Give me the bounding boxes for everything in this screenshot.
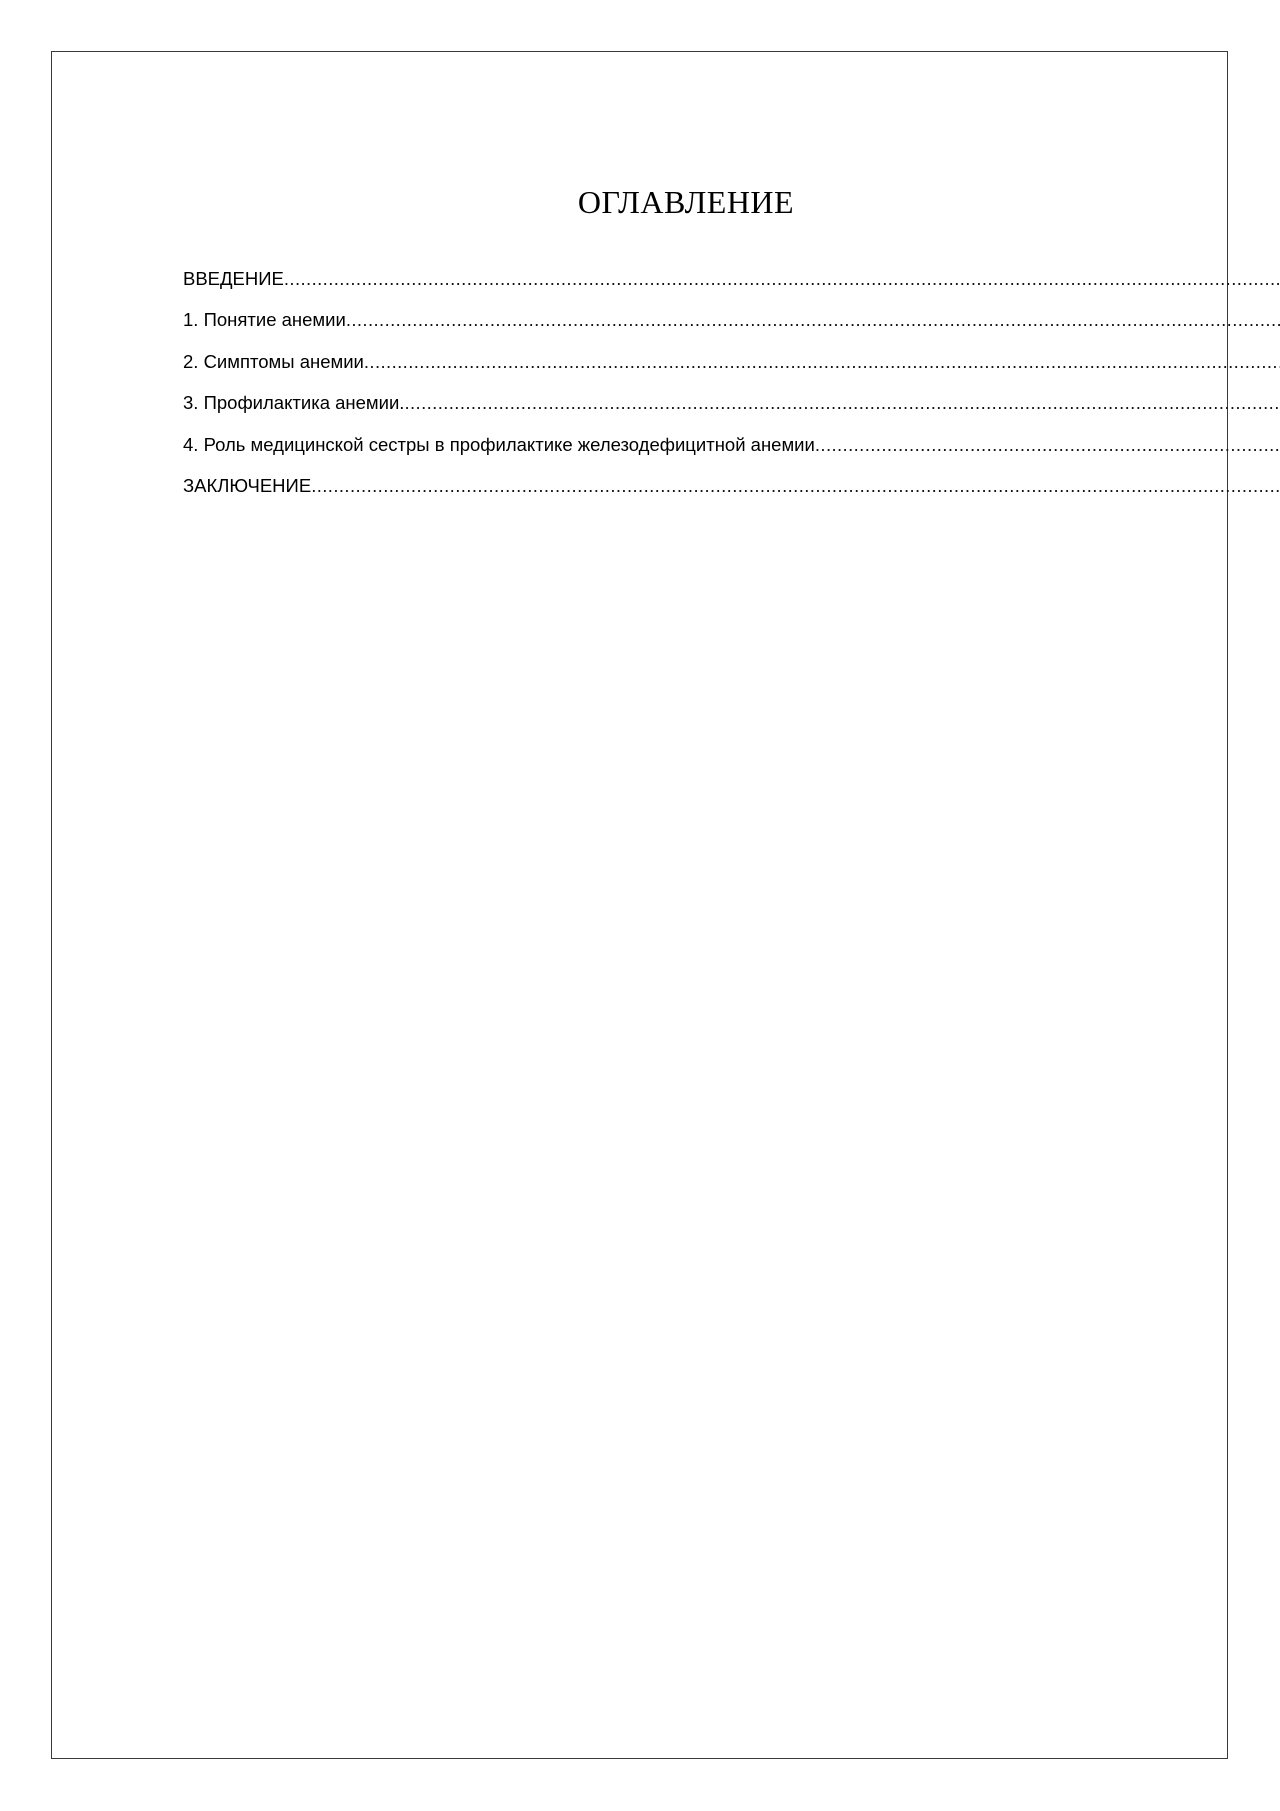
toc-entry-label: 3. Профилактика анемии. <box>183 392 405 414</box>
toc-dot-leader <box>311 475 1280 497</box>
toc-entry-introduction[interactable] <box>183 258 1280 300</box>
toc-dot-leader <box>284 268 1280 290</box>
toc-dot-leader <box>364 351 1280 373</box>
page-title: ОГЛАВЛЕНИЕ <box>577 184 795 220</box>
toc-dot-leader <box>404 392 1280 414</box>
toc-entry-conclusion[interactable] <box>183 466 1280 508</box>
toc-dot-leader <box>346 309 1280 331</box>
toc-entry-label: ВВЕДЕНИЕ <box>183 267 284 289</box>
toc-entry-label: 2. Симптомы анемии <box>183 350 364 372</box>
toc-dot-leader <box>815 434 1280 456</box>
toc-entry-label: 4. Роль медицинской сестры в профилактике железодефицитной анемии <box>183 433 815 455</box>
toc-entry-label: 1. Понятие анемии <box>183 309 346 331</box>
toc-entry-symptoms[interactable] <box>183 341 1280 383</box>
toc-entry-nurse-role[interactable] <box>183 424 1280 466</box>
toc-entry-prevention[interactable] <box>183 383 1280 425</box>
table-of-contents <box>183 258 1280 507</box>
toc-entry-label: ЗАКЛЮЧЕНИЕ <box>183 475 312 497</box>
toc-entry-concept[interactable] <box>183 300 1280 342</box>
